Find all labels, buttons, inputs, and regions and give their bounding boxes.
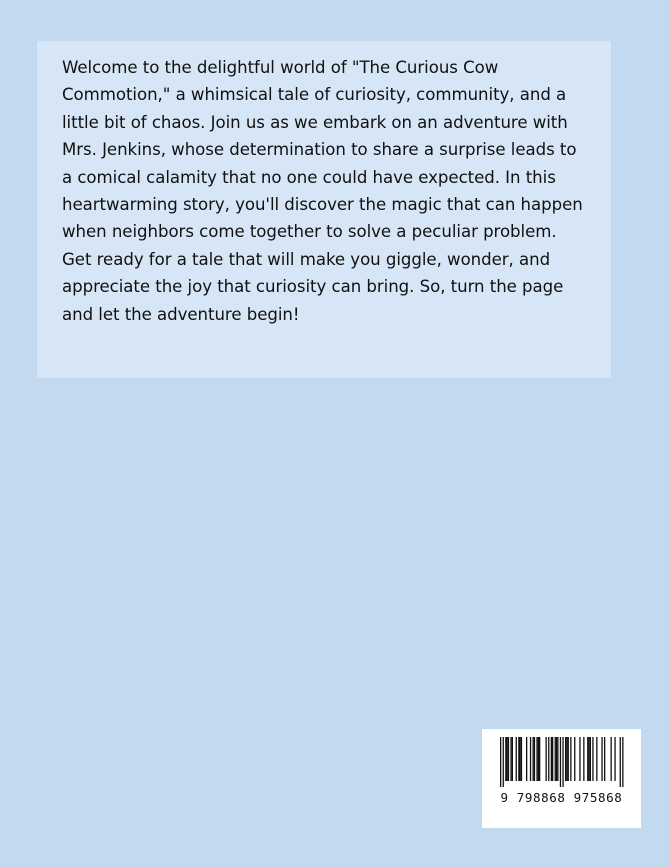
barcode-bar-2 — [505, 737, 506, 781]
barcode-bar-19 — [548, 737, 549, 781]
barcode-bar-22 — [555, 737, 556, 781]
barcode-bar-32 — [579, 737, 580, 781]
barcode-bar-20 — [551, 737, 552, 781]
barcode-bar-10 — [521, 737, 522, 781]
barcode-bar-17 — [539, 737, 540, 781]
barcode-bar-13 — [533, 737, 534, 781]
barcode-bar-41 — [611, 737, 612, 781]
blurb-box — [37, 41, 611, 378]
barcode-bar-38 — [596, 737, 597, 781]
barcode-bar-14 — [534, 737, 535, 781]
barcode-bar-43 — [620, 737, 621, 787]
barcode-bar-26 — [562, 737, 563, 787]
barcode-bar-5 — [510, 737, 511, 781]
barcode-bar-25 — [560, 737, 561, 787]
barcode-bars — [490, 737, 633, 787]
barcode-bar-12 — [530, 737, 531, 781]
barcode-bar-23 — [556, 737, 557, 781]
barcode-bar-30 — [570, 737, 571, 781]
barcode-bar-29 — [568, 737, 569, 781]
barcode-bar-31 — [574, 737, 575, 781]
barcode-bar-8 — [518, 737, 519, 781]
barcode-bar-33 — [583, 737, 584, 781]
barcode-bar-37 — [592, 737, 593, 781]
barcode-bar-42 — [614, 737, 615, 781]
barcode-bar-6 — [512, 737, 513, 781]
barcode-bar-40 — [604, 737, 605, 781]
barcode-bar-15 — [536, 737, 537, 781]
barcode-bar-39 — [601, 737, 602, 781]
barcode-bar-35 — [588, 737, 589, 781]
barcode-bar-44 — [622, 737, 623, 787]
barcode-bar-0 — [500, 737, 501, 787]
barcode-bar-3 — [507, 737, 508, 781]
back-cover-blurb: Welcome to the delightful world of "The Curious Cow Commotion," a whimsical tale of curiosity, community, and a little bit of chaos. Join us as we embark on an adventure with Mrs. Jenkins, whose determination to share a surprise leads to a comical calamity that no one could have expected. In this heartwarming story, you'll discover the magic that can happen when neighbors come together to solve a peculiar problem. Get ready for a tale that will make you giggle, wonder, and appreciate the joy that curiosity can bring. So, turn the page and let the adventure begin! — [62, 58, 583, 324]
barcode-bar-1 — [503, 737, 504, 787]
isbn-barcode — [482, 729, 641, 828]
barcode-bar-24 — [557, 737, 558, 781]
barcode-bar-18 — [546, 737, 547, 781]
barcode-bar-27 — [565, 737, 566, 781]
barcode-bar-16 — [538, 737, 539, 781]
barcode-bar-9 — [520, 737, 521, 781]
barcode-bar-34 — [587, 737, 588, 781]
barcode-bar-4 — [508, 737, 509, 781]
barcode-bar-7 — [516, 737, 517, 781]
barcode-bar-28 — [566, 737, 567, 781]
barcode-bar-11 — [526, 737, 527, 781]
barcode-bar-36 — [590, 737, 591, 781]
barcode-bar-21 — [552, 737, 553, 781]
isbn-number: 9 798868 975868 — [500, 790, 623, 805]
